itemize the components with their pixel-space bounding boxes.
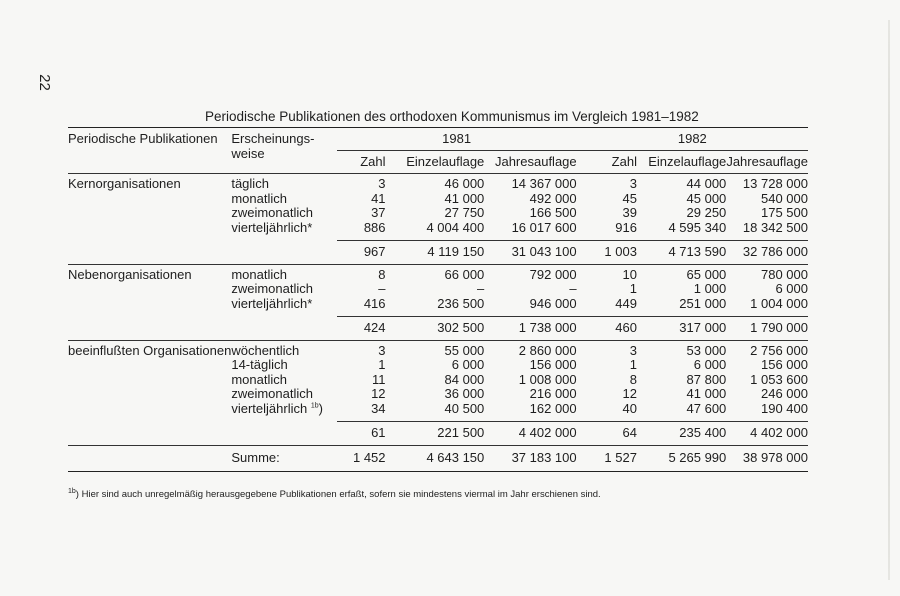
- page-number: 22: [35, 74, 53, 91]
- value-e81: 66 000: [444, 266, 485, 282]
- header-year-1981: 1981: [337, 128, 577, 151]
- subtotal-e82: 4 713 590: [637, 241, 726, 265]
- subtotal-e81: 4 119 150: [386, 241, 485, 265]
- table-row: [68, 264, 808, 282]
- group-name: Nebenorganisationen: [68, 266, 192, 282]
- table-title: Periodische Publikationen des orthodoxen Kommunismus im Vergleich 1981–1982: [205, 109, 699, 124]
- group-name: [68, 282, 231, 297]
- header-zahl-1982: Zahl: [611, 153, 637, 169]
- header-zahl-1981: Zahl: [360, 153, 386, 169]
- subtotal-row: [68, 317, 808, 341]
- table-row: [68, 221, 808, 241]
- frequency-cell: [231, 174, 336, 192]
- frequency-label: vierteljährlich*: [231, 219, 313, 235]
- footnote-ref-paren: ): [318, 400, 323, 416]
- value-j81: 14 367 000: [511, 176, 577, 191]
- value-j82: 540 000: [761, 190, 808, 206]
- frequency-label: 14-täglich: [231, 357, 288, 372]
- total-row: [68, 445, 808, 472]
- value-z81: 41: [371, 190, 386, 206]
- footnote: [68, 489, 601, 500]
- subtotal-j82: 32 786 000: [726, 241, 808, 265]
- subtotal-z81: 61: [337, 422, 386, 446]
- value-e82: 44 000: [686, 176, 727, 191]
- total-j82: 38 978 000: [726, 445, 808, 472]
- group-name: [68, 192, 231, 207]
- header-jahres-1981: Jahresauflage: [494, 153, 577, 169]
- group-name: [68, 297, 231, 317]
- value-e81: 36 000: [444, 386, 485, 401]
- group-name: Kernorganisationen: [68, 176, 181, 191]
- frequency-label: zweimonatlich: [231, 205, 313, 220]
- publications-table: [68, 127, 808, 472]
- subtotal-j81: 4 402 000: [484, 422, 576, 446]
- value-e82: 1 000: [693, 281, 727, 296]
- total-e81: 4 643 150: [386, 445, 485, 472]
- table-body: [68, 174, 808, 472]
- subtotal-z81: 967: [337, 241, 386, 265]
- frequency-cell: [231, 358, 336, 373]
- value-z82: 8: [629, 371, 637, 387]
- group-name: [68, 221, 231, 241]
- value-z82: 3: [629, 342, 637, 358]
- frequency-label: täglich: [231, 176, 269, 191]
- value-z81: 886: [363, 219, 386, 235]
- value-j82: 1 004 000: [750, 295, 808, 311]
- value-j81: 2 860 000: [518, 342, 577, 358]
- value-j81: 792 000: [529, 266, 577, 282]
- subtotal-j82: 1 790 000: [726, 317, 808, 341]
- total-label: Summe:: [231, 445, 336, 472]
- value-e81: 84 000: [444, 371, 485, 387]
- subtotal-j81: 1 738 000: [484, 317, 576, 341]
- frequency-cell: [231, 221, 336, 241]
- value-z82: 12: [622, 386, 637, 401]
- value-z82: 916: [615, 219, 637, 235]
- subtotal-j82: 4 402 000: [726, 422, 808, 446]
- value-e82: 53 000: [686, 342, 727, 358]
- group-name: [68, 387, 231, 402]
- total-e82: 5 265 990: [637, 445, 726, 472]
- value-e81: 6 000: [451, 357, 485, 372]
- table-row: [68, 358, 808, 373]
- value-z81: 12: [371, 386, 386, 401]
- subtotal-row: [68, 241, 808, 265]
- frequency-cell: [231, 373, 336, 388]
- value-z81: 3: [378, 176, 386, 191]
- group-name: [68, 373, 231, 388]
- value-j82: 156 000: [761, 357, 808, 372]
- value-j81: 946 000: [529, 295, 577, 311]
- table-row: [68, 340, 808, 358]
- total-z82: 1 527: [577, 445, 637, 472]
- value-e81: 4 004 400: [426, 219, 485, 235]
- table-row: [68, 373, 808, 388]
- frequency-label: zweimonatlich: [231, 281, 313, 296]
- header-category: Periodische Publikationen: [68, 131, 218, 146]
- subtotal-row: [68, 422, 808, 446]
- frequency-label: wöchentlich: [231, 342, 300, 358]
- value-e82: 87 800: [686, 371, 727, 387]
- value-j81: 162 000: [529, 400, 577, 416]
- value-j81: 16 017 600: [511, 219, 577, 235]
- group-name: [68, 358, 231, 373]
- value-z81: 11: [372, 371, 386, 387]
- group-name: beeinflußten Organisationen: [68, 342, 232, 358]
- frequency-label: zweimonatlich: [231, 386, 313, 401]
- value-z81: –: [378, 281, 386, 296]
- frequency-label: vierteljährlich*: [231, 295, 313, 311]
- value-j81: 166 500: [529, 205, 577, 220]
- frequency-label: vierteljährlich: [231, 400, 308, 416]
- value-e82: 251 000: [679, 295, 727, 311]
- value-z82: 10: [622, 266, 637, 282]
- value-e82: 41 000: [686, 386, 727, 401]
- frequency-cell: [231, 206, 336, 221]
- frequency-cell: [231, 192, 336, 207]
- header-einzel-1982: Einzelauflage: [648, 153, 727, 169]
- frequency-cell: [231, 282, 336, 297]
- header-year-1982: 1982: [577, 128, 808, 151]
- value-e81: 27 750: [444, 205, 485, 220]
- value-z81: 34: [371, 400, 386, 416]
- value-z82: 39: [622, 205, 637, 220]
- subtotal-z82: 460: [577, 317, 637, 341]
- value-j82: 13 728 000: [742, 176, 808, 191]
- value-j82: 780 000: [761, 266, 808, 282]
- table-row: [68, 402, 808, 422]
- value-e82: 4 595 340: [668, 219, 727, 235]
- value-j81: 156 000: [529, 357, 577, 372]
- value-e81: –: [477, 281, 485, 296]
- table-row: [68, 206, 808, 221]
- value-z81: 3: [378, 342, 386, 358]
- value-e82: 6 000: [693, 357, 727, 372]
- header-jahres-1982: Jahresauflage: [726, 153, 808, 169]
- value-z81: 1: [378, 357, 386, 372]
- value-j82: 246 000: [761, 386, 808, 401]
- value-z82: 3: [629, 176, 637, 191]
- table-row: [68, 387, 808, 402]
- frequency-cell: [231, 387, 336, 402]
- value-e81: 236 500: [437, 295, 485, 311]
- value-e82: 29 250: [686, 205, 727, 220]
- value-z82: 40: [622, 400, 637, 416]
- frequency-cell: [231, 340, 336, 358]
- subtotal-z82: 1 003: [577, 241, 637, 265]
- table-row: [68, 297, 808, 317]
- frequency-label: monatlich: [231, 371, 287, 387]
- group-name: [68, 402, 231, 422]
- scan-edge: [888, 20, 890, 580]
- header-einzel-1981: Einzelauflage: [406, 153, 485, 169]
- value-z82: 45: [622, 190, 637, 206]
- frequency-cell: [231, 402, 336, 422]
- value-j82: 1 053 600: [750, 371, 808, 387]
- footnote-mark: 1b: [68, 487, 76, 495]
- value-j82: 190 400: [761, 400, 808, 416]
- value-e82: 65 000: [686, 266, 727, 282]
- value-e82: 47 600: [686, 400, 727, 416]
- subtotal-z81: 424: [337, 317, 386, 341]
- frequency-cell: [231, 297, 336, 317]
- subtotal-e82: 317 000: [637, 317, 726, 341]
- footnote-ref: 1b: [310, 402, 319, 410]
- frequency-label: monatlich: [231, 190, 287, 206]
- group-name: [68, 206, 231, 221]
- value-z82: 1: [629, 281, 637, 296]
- frequency-cell: [231, 264, 336, 282]
- table-row: [68, 282, 808, 297]
- value-e81: 40 500: [444, 400, 485, 416]
- value-j81: 1 008 000: [518, 371, 577, 387]
- value-j82: 18 342 500: [742, 219, 808, 235]
- value-j82: 175 500: [761, 205, 808, 220]
- total-j81: 37 183 100: [484, 445, 576, 472]
- subtotal-j81: 31 043 100: [484, 241, 576, 265]
- value-j81: 492 000: [529, 190, 577, 206]
- subtotal-e82: 235 400: [637, 422, 726, 446]
- value-j81: 216 000: [529, 386, 577, 401]
- value-j81: –: [569, 281, 577, 296]
- total-z81: 1 452: [337, 445, 386, 472]
- value-z82: 449: [615, 295, 637, 311]
- value-j82: 6 000: [775, 281, 808, 296]
- frequency-label: monatlich: [231, 266, 287, 282]
- value-z81: 37: [371, 205, 386, 220]
- value-j82: 2 756 000: [750, 342, 808, 358]
- value-e81: 46 000: [444, 176, 485, 191]
- subtotal-e81: 302 500: [386, 317, 485, 341]
- subtotal-z82: 64: [577, 422, 637, 446]
- value-e81: 41 000: [444, 190, 485, 206]
- table-row: [68, 174, 808, 192]
- subtotal-e81: 221 500: [386, 422, 485, 446]
- value-e82: 45 000: [686, 190, 727, 206]
- footnote-text: ) Hier sind auch unregelmäßig herausgegebene Publikationen erfaßt, sofern sie mindestens viermal im Jahr erschienen sind.: [75, 489, 601, 500]
- table-row: [68, 192, 808, 207]
- value-z82: 1: [629, 357, 637, 372]
- value-z81: 8: [378, 266, 386, 282]
- value-z81: 416: [363, 295, 386, 311]
- value-e81: 55 000: [444, 342, 485, 358]
- header-frequency: Erscheinungs- weise: [231, 131, 315, 161]
